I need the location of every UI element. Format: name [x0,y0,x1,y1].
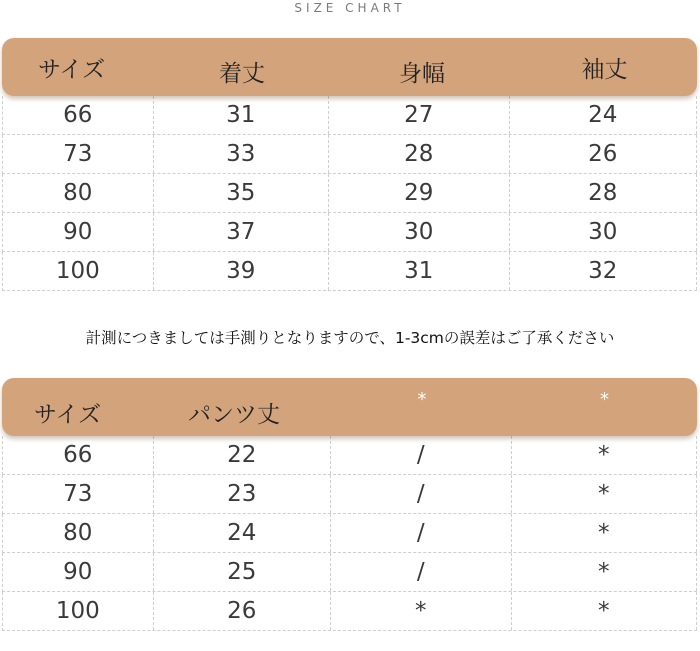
table-row [2,135,697,174]
table-header [2,378,697,436]
cell-size: 100 [3,252,154,290]
cell-pants-length: 25 [154,553,331,591]
header-pants-length: パンツ丈 [188,401,280,428]
cell-col4: * [512,436,697,474]
table-row [2,553,697,592]
cell-length: 37 [154,213,330,251]
header-sleeve: 袖丈 [581,56,628,83]
cell-col3: * [331,592,511,630]
table-row [2,475,697,514]
cell-width: 28 [329,135,509,173]
table-row [2,514,697,553]
table-row [2,96,697,135]
cell-width: 27 [329,96,509,134]
cell-pants-length: 24 [154,514,331,552]
size-table-pants [0,378,700,631]
cell-sleeve: 26 [510,135,697,173]
cell-col4: * [512,514,697,552]
cell-size: 80 [3,514,154,552]
cell-sleeve: 32 [510,252,697,290]
table-row [2,436,697,475]
cell-col4: * [512,592,697,630]
cell-col3: / [331,514,511,552]
cell-width: 29 [329,174,509,212]
header-size: サイズ [34,401,102,428]
cell-col4: * [512,475,697,513]
cell-size: 90 [3,553,154,591]
cell-width: 31 [329,252,509,290]
cell-length: 39 [154,252,330,290]
cell-size: 73 [3,475,154,513]
header-size: サイズ [38,56,106,83]
cell-sleeve: 24 [510,96,697,134]
table-row [2,174,697,213]
cell-size: 73 [3,135,154,173]
cell-col4: * [512,553,697,591]
cell-col3: / [331,553,511,591]
cell-length: 33 [154,135,330,173]
header-width: 身幅 [399,60,445,87]
cell-length: 35 [154,174,330,212]
header-length: 着丈 [219,60,265,87]
cell-length: 31 [154,96,330,134]
cell-pants-length: 26 [154,592,331,630]
table-row [2,213,697,252]
cell-size: 66 [3,436,154,474]
table-body [2,96,697,291]
cell-size: 66 [3,96,154,134]
cell-width: 30 [329,213,509,251]
cell-pants-length: 22 [154,436,331,474]
header-blank-2: * [600,388,609,410]
table-row [2,252,697,291]
measurement-note: 計測につきましては手測りとなりますので、1-3cmの誤差はご了承ください [85,329,615,347]
cell-size: 80 [3,174,154,212]
size-table-tops [0,38,700,291]
cell-col3: / [331,475,511,513]
header-blank-1: * [417,388,427,410]
cell-col3: / [331,436,511,474]
cell-size: 90 [3,213,154,251]
cell-pants-length: 23 [154,475,331,513]
table-header [2,38,697,96]
table-row [2,592,697,631]
table-body [2,436,697,631]
cell-sleeve: 28 [510,174,697,212]
size-chart-title: SIZE CHART [294,1,406,15]
cell-size: 100 [3,592,154,630]
cell-sleeve: 30 [510,213,697,251]
